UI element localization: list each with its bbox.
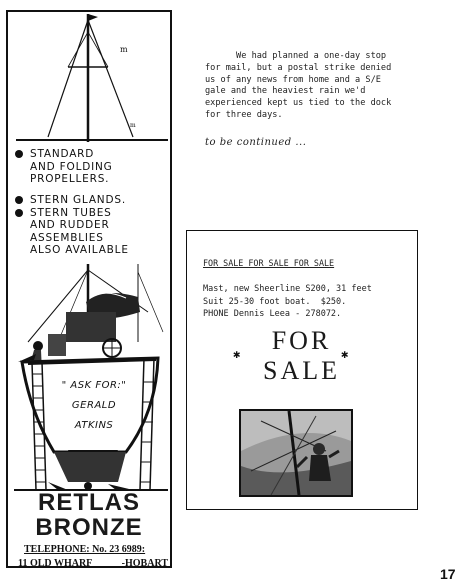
bullet-text: STERN TUBES [30, 206, 112, 219]
address-city: -HOBART [121, 558, 168, 568]
star-icon: ✱ [341, 347, 349, 361]
for-sale-details: Mast, new Sheerline S200, 31 feet Suit 25-30 foot boat. $250. PHONE Dennis Leea - 278072. [203, 284, 372, 319]
mast-photo [239, 409, 353, 497]
story-paragraph: We had planned a one-day stop for mail, but a postal strike denied us of any news from home and a S/E gale and the heaviest rain we'd experienced kept us tied to the dock for three days. [205, 51, 392, 120]
telephone-number [24, 544, 145, 555]
bullet-line [30, 207, 129, 220]
bullet-dot [15, 196, 23, 204]
svg-text:m: m [120, 45, 128, 54]
address-street: 11 OLD WHARF [18, 558, 93, 568]
ask-for-name-first: GERALD [71, 400, 117, 411]
bullet-dot [15, 150, 23, 158]
for-sale-big-sale: SALE [263, 356, 340, 385]
address [18, 558, 168, 568]
bullet-line: ALSO AVAILABLE [30, 244, 129, 256]
bullet-line: PROPELLERS. [30, 173, 110, 185]
bullet-line: AND FOLDING [30, 160, 113, 173]
ask-for-label: " ASK FOR:" [61, 380, 127, 391]
mast-photo-image [241, 411, 351, 495]
bullet-propellers [30, 148, 113, 186]
bullet-line: STERN GLANDS. [30, 194, 126, 206]
to-be-continued: to be continued ... [205, 137, 307, 148]
brand-name-bronze: BRONZE [35, 514, 143, 541]
bullet-line: STANDARD [30, 148, 95, 160]
ask-for-name-last: ATKINS [74, 420, 114, 431]
bullet-stern-gear [30, 194, 129, 257]
telephone-text: TELEPHONE: No. 23 6989: [24, 544, 146, 555]
ask-for-contact [44, 376, 144, 436]
for-sale-big-for: FOR [271, 326, 332, 355]
for-sale-notice [186, 230, 418, 510]
brand-name-retlas: RETLAS [38, 489, 140, 516]
bullet-line: ASSEMBLIES [30, 231, 104, 244]
svg-text:m: m [130, 122, 136, 129]
page-number: 17 [440, 566, 456, 582]
star-icon: ✱ [233, 347, 241, 361]
for-sale-header: FOR SALE FOR SALE FOR SALE [203, 258, 335, 268]
bullet-dot [15, 209, 23, 217]
retlas-bronze-advert [6, 10, 172, 568]
bullet-line: AND RUDDER [30, 219, 110, 231]
